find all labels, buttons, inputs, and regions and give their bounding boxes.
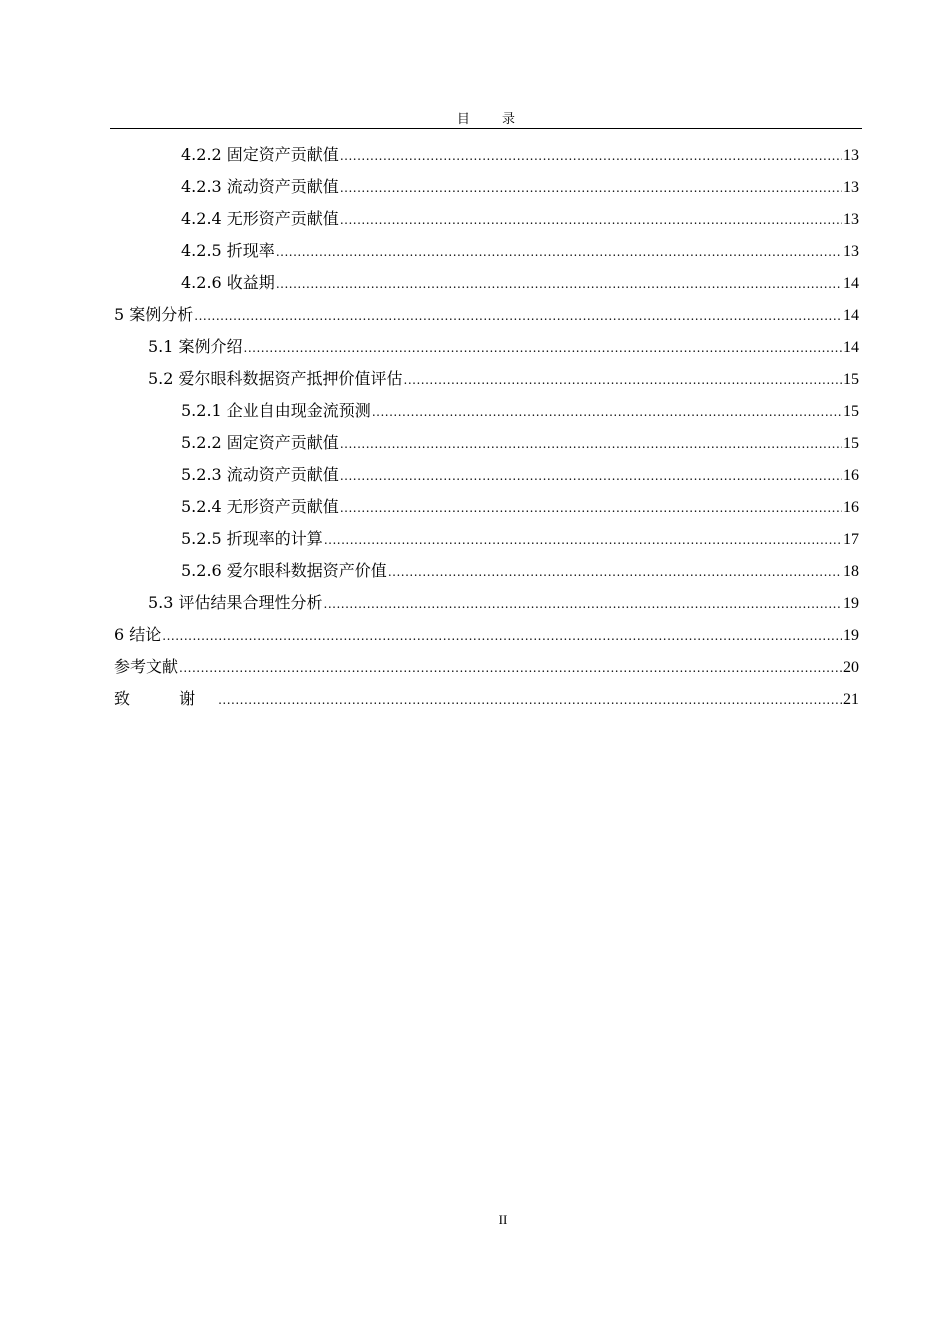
toc-entry-label: 4.2.3 流动资产贡献值 [181,177,339,196]
toc-entry-label: 参考文献 [114,657,179,676]
toc-dot-leader [276,240,842,264]
toc-entry-label: 致 谢 [114,689,218,708]
toc-entry-label: 5.3 评估结果合理性分析 [148,593,323,612]
toc-dot-leader [372,400,842,424]
toc-dot-leader [340,464,842,488]
toc-entry-label: 4.2.5 折现率 [181,241,275,260]
toc-entry-label: 5.2.6 爱尔眼科数据资产价值 [181,561,387,580]
toc-entry-page: 15 [843,403,859,420]
toc-entry-page: 15 [843,435,859,452]
toc-entry-page: 14 [843,307,859,324]
toc-entry-page: 13 [843,147,859,164]
toc-dot-leader [162,624,842,648]
toc-dot-leader [179,656,842,680]
toc-dot-leader [388,560,842,584]
toc-entry[interactable] [110,591,862,623]
toc-entry-page: 21 [843,691,859,708]
toc-entry-label: 5.2.3 流动资产贡献值 [181,465,339,484]
toc-entry-label: 5.1 案例介绍 [148,337,243,356]
toc-entry-page: 19 [843,627,859,644]
toc-entry[interactable] [110,271,862,303]
toc-entry[interactable] [110,239,862,271]
toc-entry-page: 13 [843,211,859,228]
toc-entry[interactable] [110,399,862,431]
toc-dot-leader [340,432,842,456]
toc-entry-page: 13 [843,179,859,196]
toc-entry-page: 19 [843,595,859,612]
toc-dot-leader [340,144,842,168]
toc-entry[interactable] [110,687,862,719]
toc-dot-leader [194,304,842,328]
toc-dot-leader [404,368,842,392]
toc-entry[interactable] [110,495,862,527]
toc-entry-label: 5.2 爱尔眼科数据资产抵押价值评估 [148,369,403,388]
toc-entry-label: 5.2.5 折现率的计算 [181,529,323,548]
toc-entry[interactable] [110,175,862,207]
toc-dot-leader [324,528,842,552]
toc-dot-leader [340,208,842,232]
toc-entry[interactable] [110,527,862,559]
toc-entry-page: 14 [843,339,859,356]
toc-entry-label: 5.2.2 固定资产贡献值 [181,433,339,452]
toc-entry[interactable] [110,655,862,687]
toc-entry-label: 5.2.4 无形资产贡献值 [181,497,339,516]
toc-entry[interactable] [110,623,862,655]
toc-entry-label: 4.2.4 无形资产贡献值 [181,209,339,228]
toc-entry[interactable] [110,335,862,367]
toc-entry[interactable] [110,367,862,399]
page-number: II [498,1212,508,1227]
toc-entry[interactable] [110,559,862,591]
toc-dot-leader [244,336,842,360]
toc-entry[interactable] [110,207,862,239]
toc-entry-page: 14 [843,275,859,292]
toc-dot-leader [340,496,842,520]
toc-entry-label: 5 案例分析 [114,305,194,324]
toc-entry-page: 17 [843,531,859,548]
toc-entry[interactable] [110,431,862,463]
header-divider [110,128,862,129]
table-of-contents [110,143,862,719]
toc-entry-label: 5.2.1 企业自由现金流预测 [181,401,371,420]
toc-entry-page: 16 [843,467,859,484]
toc-entry-label: 4.2.6 收益期 [181,273,275,292]
toc-dot-leader [276,272,842,296]
toc-entry-page: 16 [843,499,859,516]
page-header-title: 目 录 [456,112,530,127]
toc-dot-leader [340,176,842,200]
toc-dot-leader [324,592,842,616]
toc-entry[interactable] [110,463,862,495]
toc-dot-leader [218,688,842,712]
toc-entry-label: 4.2.2 固定资产贡献值 [181,145,339,164]
toc-entry-page: 20 [843,659,859,676]
toc-entry[interactable] [110,143,862,175]
toc-entry-page: 18 [843,563,859,580]
toc-entry-page: 15 [843,371,859,388]
toc-entry-page: 13 [843,243,859,260]
toc-entry-label: 6 结论 [114,625,162,644]
toc-entry[interactable] [110,303,862,335]
